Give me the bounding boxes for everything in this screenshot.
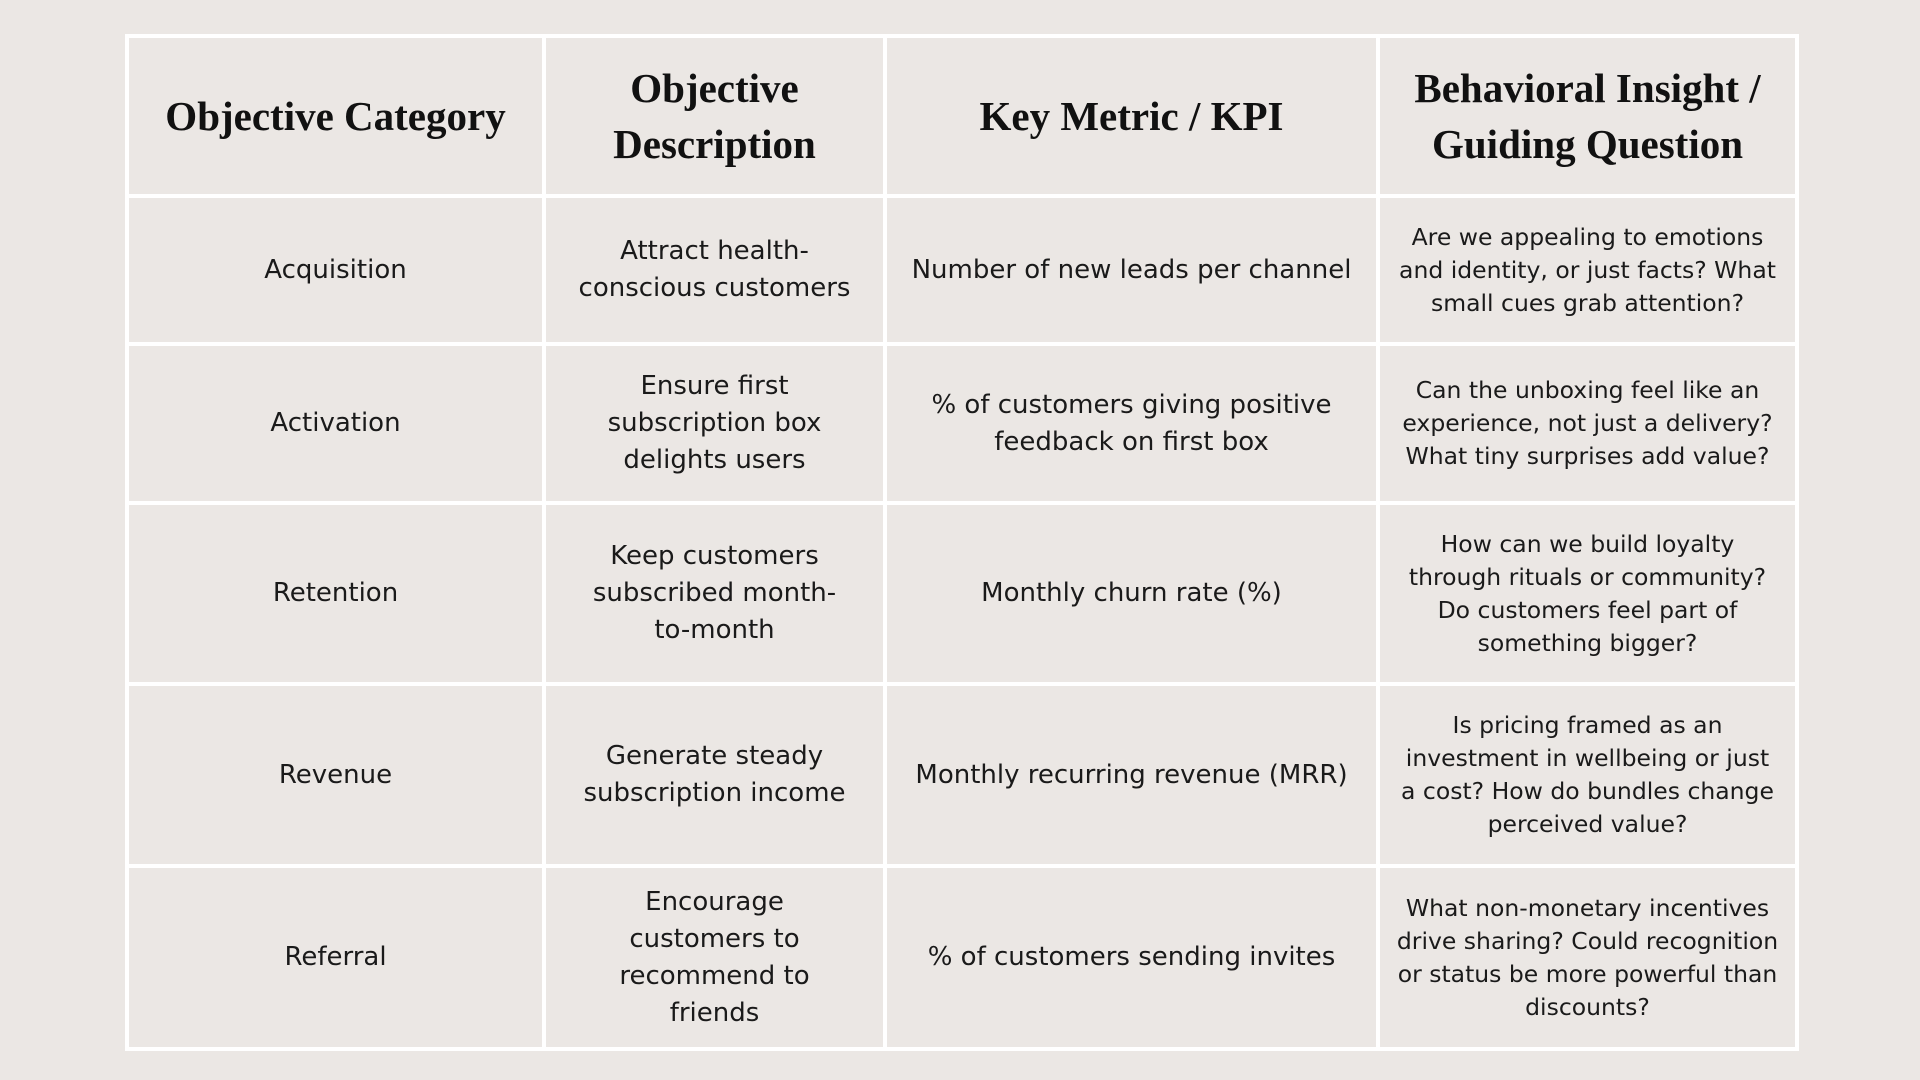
table-row (127, 866, 1797, 1049)
category-cell: Retention (127, 503, 544, 684)
metric-cell: Number of new leads per channel (885, 196, 1378, 344)
insight-cell: Are we appealing to emotions and identity, or just facts? What small cues grab attention? (1378, 196, 1797, 344)
table-row (127, 344, 1797, 503)
description-cell: Encourage customers to recommend to friends (544, 866, 885, 1049)
objectives-table (125, 34, 1799, 1051)
table-row (127, 196, 1797, 344)
table-row (127, 684, 1797, 866)
insight-cell: Is pricing framed as an investment in wellbeing or just a cost? How do bundles change perceived value? (1378, 684, 1797, 866)
insight-cell: Can the unboxing feel like an experience, not just a delivery? What tiny surprises add value? (1378, 344, 1797, 503)
insight-cell: How can we build loyalty through rituals or community? Do customers feel part of something bigger? (1378, 503, 1797, 684)
metric-cell: Monthly churn rate (%) (885, 503, 1378, 684)
header-key-metric: Key Metric / KPI (885, 36, 1378, 196)
insight-cell: What non-monetary incentives drive sharing? Could recognition or status be more powerful than discounts? (1378, 866, 1797, 1049)
category-cell: Acquisition (127, 196, 544, 344)
metric-cell: % of customers giving positive feedback on first box (885, 344, 1378, 503)
category-cell: Referral (127, 866, 544, 1049)
header-objective-description: Objective Description (544, 36, 885, 196)
metric-cell: Monthly recurring revenue (MRR) (885, 684, 1378, 866)
table-header-row (127, 36, 1797, 196)
description-cell: Attract health-conscious customers (544, 196, 885, 344)
category-cell: Activation (127, 344, 544, 503)
header-objective-category: Objective Category (127, 36, 544, 196)
category-cell: Revenue (127, 684, 544, 866)
table-row (127, 503, 1797, 684)
description-cell: Generate steady subscription income (544, 684, 885, 866)
header-behavioral-insight: Behavioral Insight / Guiding Question (1378, 36, 1797, 196)
description-cell: Ensure first subscription box delights users (544, 344, 885, 503)
objectives-table-container (125, 34, 1795, 1047)
description-cell: Keep customers subscribed month-to-month (544, 503, 885, 684)
metric-cell: % of customers sending invites (885, 866, 1378, 1049)
